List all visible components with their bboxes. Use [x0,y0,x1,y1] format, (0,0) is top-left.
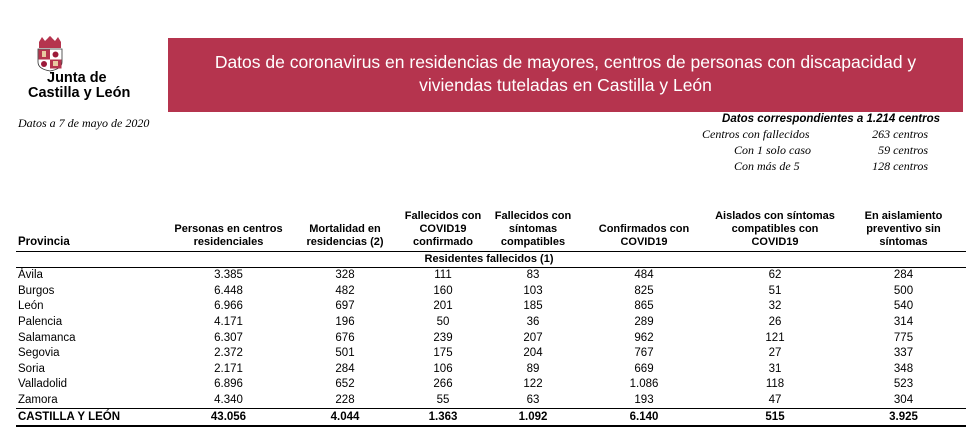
table-row [16,346,966,362]
table-row [16,362,966,378]
province-cell: CASTILLA Y LEÓN [16,409,166,426]
value-cell: 4.171 [214,316,243,329]
value-cell: 111 [434,269,452,282]
value-cell: 825 [634,284,654,297]
value-cell: 775 [893,331,914,344]
summary-row [700,143,940,159]
value-cell: 337 [893,347,914,360]
value-cell: 106 [433,362,453,375]
value-cell: 6.966 [214,300,243,313]
logo-line-1: Junta de [47,70,107,86]
value-cell: 3.385 [214,269,243,282]
value-cell: 160 [433,284,453,297]
value-cell: 207 [523,331,543,344]
value-cell: 51 [768,284,782,297]
summary-row [700,159,940,175]
summary-label: Con 1 solo caso [734,143,812,157]
value-cell: 2.372 [214,347,243,360]
value-cell: 239 [433,331,453,344]
value-cell: 540 [893,300,914,313]
value-cell: 196 [335,316,355,329]
value-cell: 523 [893,378,914,391]
summary-row [700,127,940,143]
date-note: Datos a 7 de mayo de 2020 [18,116,150,130]
province-cell: Ávila [18,269,43,282]
value-cell: 4.044 [291,409,399,426]
table-row [16,315,966,331]
table-subheader-row [16,252,966,268]
value-cell: 6.307 [214,331,243,344]
junta-logo [22,36,152,106]
value-cell: 482 [335,284,355,297]
value-cell: 121 [765,331,785,344]
value-cell: 228 [335,394,355,407]
value-cell: 62 [768,269,782,282]
summary-value: 59 centros [878,143,928,157]
value-cell: 118 [765,378,785,391]
province-cell: Segovia [18,347,60,360]
value-cell: 36 [526,316,540,329]
col-header-fallecidos-sintomas: Fallecidos con síntomas compatibles [487,205,579,252]
value-cell: 304 [893,394,914,407]
value-cell: 3.925 [841,409,966,426]
value-cell: 676 [335,331,355,344]
table-total-row [16,409,966,426]
value-cell: 500 [893,284,914,297]
value-cell: 175 [433,347,453,360]
summary-label: Centros con fallecidos [702,127,810,141]
value-cell: 284 [893,269,914,282]
value-cell: 185 [523,300,543,313]
col-header-aislamiento-preventivo: En aislamiento preventivo sin síntomas [841,205,966,252]
title-banner [168,38,963,112]
table-row [16,268,966,284]
col-header-fallecidos-confirmado: Fallecidos con COVID19 confirmado [399,205,487,252]
province-cell: Soria [18,362,45,375]
value-cell: 266 [433,378,453,391]
value-cell: 103 [523,284,543,297]
summary-label: Con más de 5 [734,159,800,173]
value-cell: 865 [634,300,654,313]
summary-title: Datos correspondientes a 1.214 centros [722,113,940,125]
value-cell: 1.092 [487,409,579,426]
col-header-confirmados: Confirmados con COVID19 [579,205,709,252]
value-cell: 767 [634,347,654,360]
province-cell: Zamora [18,394,58,407]
value-cell: 6.140 [579,409,709,426]
summary-value: 263 centros [872,127,928,141]
value-cell: 50 [436,316,450,329]
value-cell: 63 [526,394,540,407]
banner-line-2: viviendas tuteladas en Castilla y León [419,75,712,95]
value-cell: 328 [335,269,355,282]
col-header-aislados: Aislados con síntomas compatibles con COVID19 [709,205,841,252]
value-cell: 43.056 [166,409,291,426]
value-cell: 289 [634,316,654,329]
summary-value: 128 centros [872,159,928,173]
summary-box [700,113,940,175]
province-cell: Burgos [18,284,55,297]
col-header-provincia: Provincia [16,205,166,252]
banner-line-1: Datos de coronavirus en residencias de mayores, centros de personas con discapacidad y [214,52,917,72]
value-cell: 47 [768,394,782,407]
value-cell: 55 [436,394,450,407]
value-cell: 201 [433,300,453,313]
table-row [16,330,966,346]
value-cell: 697 [335,300,355,313]
province-cell: León [18,300,44,313]
col-header-personas: Personas en centros residenciales [166,205,291,252]
value-cell: 32 [768,300,782,313]
value-cell: 501 [335,347,355,360]
value-cell: 348 [893,362,914,375]
table-row [16,393,966,409]
value-cell: 284 [335,362,355,375]
table-row [16,377,966,393]
value-cell: 193 [634,394,654,407]
value-cell: 962 [634,331,654,344]
value-cell: 83 [526,269,540,282]
province-cell: Salamanca [18,331,76,344]
value-cell: 89 [526,362,540,375]
value-cell: 204 [523,347,543,360]
value-cell: 122 [523,378,543,391]
residencias-table [16,205,966,427]
logo-line-2: Castilla y León [28,85,131,101]
col-header-mortalidad: Mortalidad en residencias (2) [291,205,399,252]
value-cell: 6.896 [214,378,243,391]
subheader-residentes-fallecidos: Residentes fallecidos (1) [399,252,579,268]
province-cell: Valladolid [18,378,68,391]
value-cell: 652 [335,378,355,391]
value-cell: 27 [768,347,782,360]
value-cell: 1.363 [399,409,487,426]
value-cell: 2.171 [214,362,243,375]
table-header-row [16,205,966,252]
value-cell: 6.448 [214,284,243,297]
value-cell: 4.340 [214,394,243,407]
value-cell: 1.086 [629,378,659,391]
table-row [16,299,966,315]
value-cell: 484 [634,269,654,282]
value-cell: 26 [768,316,782,329]
value-cell: 669 [634,362,654,375]
table-row [16,284,966,300]
value-cell: 314 [893,316,914,329]
value-cell: 515 [709,409,841,426]
value-cell: 31 [768,362,782,375]
province-cell: Palencia [18,316,63,329]
